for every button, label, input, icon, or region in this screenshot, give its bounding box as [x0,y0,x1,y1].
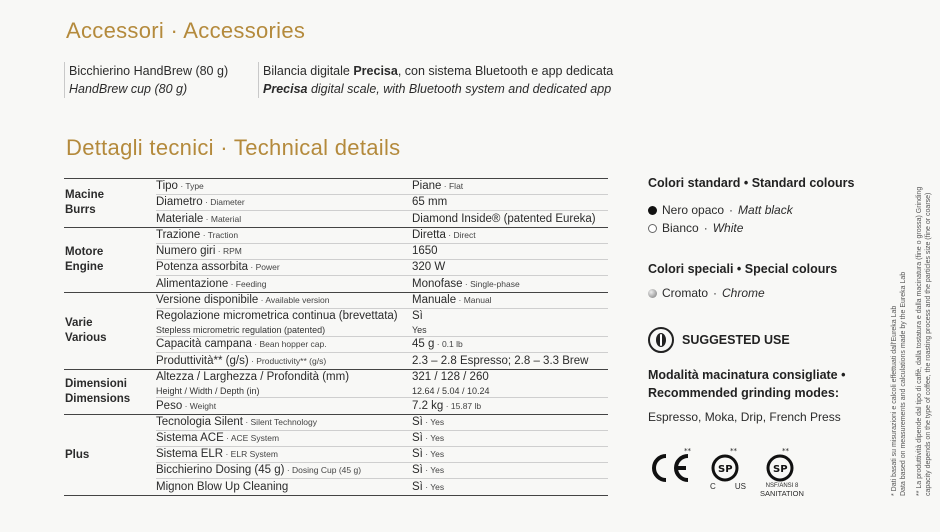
tech-row [156,179,608,195]
svg-text:**: ** [782,448,789,455]
tech-key-en: RPM [223,246,242,256]
tech-value-sub: Yes [412,325,427,335]
footnote-1-it: * Dati basati su misurazioni e calcoli effettuati dall'Eureka Lab [891,305,898,496]
tech-value-it: Sì [412,432,423,444]
grinding-modes-list: Espresso, Moka, Drip, French Press [648,410,841,424]
tech-row-value: Monofase · Single-phase [412,277,520,290]
tech-group-label: Plus [65,448,90,461]
footnote-1 [890,136,908,496]
csa-c-label: C [710,482,716,491]
tech-row [156,479,608,495]
accessory-cup-it: Bicchierino HandBrew (80 g) [69,64,229,78]
tech-key-it: Produttività** (g/s) [156,354,249,367]
tech-row-value: Sì · Yes [412,464,445,476]
tech-value-en: Direct [453,230,476,240]
tech-key-it: Materiale [156,212,204,225]
tech-key-sub: Stepless micrometric regulation (patented) [156,325,326,335]
coffee-bean-icon [648,327,674,353]
tech-group [64,293,608,370]
chrome-swatch-icon [648,289,657,298]
tech-key-it: Numero giri [156,245,216,257]
tech-row-value: Sì · Yes [412,448,445,460]
tech-key-en: Silent Technology [250,417,317,427]
tech-row [156,398,608,414]
tech-key-it: Alimentazione [156,277,229,290]
scale-it-bold: Precisa [353,64,398,78]
footnote-2-en: capacity depends on the type of coffee, the roasting process and the particles size (fine or coarse) [925,192,932,496]
tech-row [156,370,608,398]
tech-value-it: Manuale [412,294,457,306]
tech-value-it: 2.3 – 2.8 Espresso; 2.8 – 3.3 Brew [412,354,589,367]
nsf-label: NSF/ANSI 8 [765,483,799,489]
tech-value-it: Sì [412,448,423,460]
tech-row-value: Diretta · Direct [412,229,476,241]
tech-group [64,415,608,496]
footnote-2-it: ** La produttività dipende dal tipo di caffè, dalla tostatura e dalla macinatura (fine o grossa) Grinding [916,186,923,496]
standard-colours-heading: Colori standard • Standard colours [648,176,855,190]
tech-value-sub: 12.64 / 5.04 / 10.24 [412,386,490,396]
ce-mark-icon [648,448,692,489]
grinding-modes-title-it: Modalità macinatura consigliate • [648,368,846,382]
csa-mark-icon [708,448,748,499]
tech-key-en: Material [210,213,242,224]
sanitation-label: SANITATION [760,489,804,498]
grinding-modes-title-en: Recommended grinding modes: [648,386,839,400]
tech-row [156,260,608,276]
tech-group-label: Dimensioni Dimensions [65,378,131,405]
tech-row [156,309,608,337]
tech-value-en: Yes [430,433,445,443]
tech-value-it: Monofase [412,277,463,290]
scale-en-post: digital scale, with Bluetooth system and dedicated app [307,82,612,96]
tech-group [64,179,608,228]
tech-row-key: Capacità campana · Bean hopper cap. [156,338,327,350]
accessory-item-scale [258,62,638,98]
svg-text:SP: SP [773,464,788,475]
tech-key-it: Tipo [156,180,178,192]
accessory-scale-en [263,80,638,98]
colour-chrome: Cromato · Chrome [648,284,837,302]
tech-key-en: Type [185,181,204,191]
tech-value-it: Piane [412,180,442,192]
special-colours-heading: Colori speciali • Special colours [648,262,838,276]
tech-row-key: Tipo · Type [156,180,204,192]
tech-value-it: Sì [412,416,423,428]
tech-value-en: Yes [430,417,445,427]
tech-key-en: Power [255,262,280,272]
standard-colours-title [648,176,855,190]
tech-key-it: Capacità campana [156,338,252,350]
tech-value-it: 45 g [412,338,435,350]
tech-key-en: Available version [265,295,330,305]
tech-row-key: Alimentazione · Feeding [156,277,267,290]
tech-row [156,337,608,353]
tech-value-en: Yes [430,481,445,492]
scale-en-bold: Precisa [263,82,308,96]
tech-row-value: Sì · Yes [412,480,445,493]
tech-key-sub: Height / Width / Depth (in) [156,386,260,396]
tech-key-en: Bean hopper cap. [259,339,327,349]
black-swatch-icon [648,206,657,215]
tech-value-it: Diretta [412,229,446,241]
tech-key-it: Sistema ELR [156,448,224,460]
tech-value-it: 321 / 128 / 260 [412,371,489,383]
tech-row-key: Sistema ACE · ACE System [156,432,280,444]
suggested-use [648,327,790,353]
tech-key-en: Traction [207,230,239,240]
tech-row [156,463,608,479]
footnote-2 [915,136,933,496]
tech-key-it: Tecnologia Silent [156,416,243,428]
tech-row-key: Materiale · Material [156,212,242,225]
accessory-cup-en: HandBrew cup (80 g) [69,82,188,96]
scale-it-pre: Bilancia digitale [263,64,354,78]
csa-us-label: US [734,482,746,491]
tech-row-value [412,260,608,275]
tech-row [156,244,608,260]
tech-row-key [156,480,412,495]
ce-stars: ** [684,448,691,455]
tech-value-en: Flat [448,181,464,191]
tech-row-value: Sì · Yes [412,432,445,444]
tech-group-label: Macine Burrs [65,189,104,216]
tech-key-en: ELR System [230,449,278,459]
tech-row-key: Tecnologia Silent · Silent Technology [156,416,317,428]
tech-row-value: 45 g · 0.1 lb [412,338,463,350]
colour-white-en: White [712,221,744,235]
tech-row [156,211,608,227]
tech-row-key: Bicchierino Dosing (45 g) · Dosing Cup (45 g) [156,464,362,476]
tech-row-value: 7.2 kg · 15.87 lb [412,399,482,412]
tech-row-key: Numero giri · RPM [156,245,242,257]
tech-row-value [412,354,608,369]
tech-value-it: 320 W [412,261,446,273]
tech-row [156,228,608,244]
tech-value-it: 7.2 kg [412,399,444,412]
tech-value-it: Diamond Inside® (patented Eureka) [412,212,596,225]
tech-row-key: Produttività** (g/s) · Productivity** (g/s) [156,354,327,367]
tech-row [156,293,608,309]
tech-row-value [412,195,608,210]
accessory-scale-it [263,62,638,80]
accessories-title: Accessori · Accessories [66,18,306,43]
tech-row-value [412,309,608,336]
tech-key-it: Regolazione micrometrica continua (brevettata) [156,310,398,322]
tech-row-key: Versione disponibile · Available version [156,294,330,306]
tech-key-it: Trazione [156,229,201,241]
tech-row-key: Diametro · Diameter [156,196,245,208]
tech-value-it: 65 mm [412,196,448,208]
tech-row [156,195,608,211]
technical-title: Dettagli tecnici · Technical details [66,135,401,160]
tech-key-en: Dosing Cup (45 g) [292,465,362,475]
tech-value-en: 15.87 lb [450,400,482,411]
tech-value-en: 0.1 lb [441,339,463,349]
white-swatch-icon [648,224,657,233]
tech-value-en: Single-phase [470,278,520,289]
tech-row [156,353,608,369]
tech-key-en: Weight [189,400,217,411]
tech-row-key [156,309,412,336]
tech-key-it: Diametro [156,196,203,208]
tech-key-en: Productivity** (g/s) [256,355,327,366]
suggested-use-title: SUGGESTED USE [682,333,790,347]
tech-key-en: Feeding [235,278,267,289]
footnote-1-en: Data based on measurements and calculations made by the Eureka Lab [900,271,907,496]
tech-row-value: Piane · Flat [412,180,464,192]
tech-row-key: Potenza assorbita · Power [156,261,280,273]
tech-group [64,370,608,415]
tech-row-key: Trazione · Traction [156,229,239,241]
tech-key-it: Altezza / Larghezza / Profondità (mm) [156,371,350,383]
tech-group-label: Varie Various [65,317,107,344]
colour-white: Bianco · White [648,219,793,237]
tech-value-it: Sì [412,464,423,476]
tech-key-it: Peso [156,399,183,412]
tech-row-value: Sì · Yes [412,416,445,428]
special-colours [648,262,837,302]
colour-black-en: Matt black [738,203,793,217]
colour-chrome-it: Cromato [662,286,709,300]
colour-matt-black: Nero opaco · Matt black [648,201,793,219]
tech-key-it: Sistema ACE [156,432,224,444]
tech-row [156,276,608,292]
technical-table [64,178,608,496]
tech-row-value [412,244,608,259]
tech-row-value [412,370,608,397]
tech-key-it: Potenza assorbita [156,261,249,273]
tech-key-en: Diameter [210,197,245,207]
tech-row [156,415,608,431]
colour-black-it: Nero opaco [662,203,725,217]
tech-key-it: Versione disponibile [156,294,259,306]
tech-value-en: Yes [430,465,445,475]
tech-value-it: Sì [412,310,423,322]
nsf-sanitation-mark-icon [760,448,804,498]
tech-value-it: 1650 [412,245,438,257]
tech-value-en: Yes [430,449,445,459]
tech-value-it: Sì [412,480,423,493]
tech-row-key: Peso · Weight [156,399,217,412]
grinding-modes [648,366,845,426]
accessory-item-cup [64,62,254,98]
tech-row-value: Manuale · Manual [412,294,492,306]
svg-text:**: ** [730,448,737,455]
tech-value-en: Manual [463,295,492,305]
tech-row-key [156,370,412,397]
tech-group [64,228,608,293]
colour-white-it: Bianco [662,221,699,235]
tech-key-it: Bicchierino Dosing (45 g) [156,464,285,476]
colour-chrome-en: Chrome [722,286,765,300]
scale-it-post: , con sistema Bluetooth e app dedicata [397,64,614,78]
svg-text:SP: SP [718,464,733,475]
tech-group-label: Motore Engine [65,246,104,273]
tech-row-value [412,212,608,227]
tech-key-it: Mignon Blow Up Cleaning [156,480,289,493]
standard-colours-list [648,201,793,237]
tech-row [156,431,608,447]
tech-key-en: ACE System [230,433,280,443]
tech-row-key: Sistema ELR · ELR System [156,448,278,460]
tech-row [156,447,608,463]
